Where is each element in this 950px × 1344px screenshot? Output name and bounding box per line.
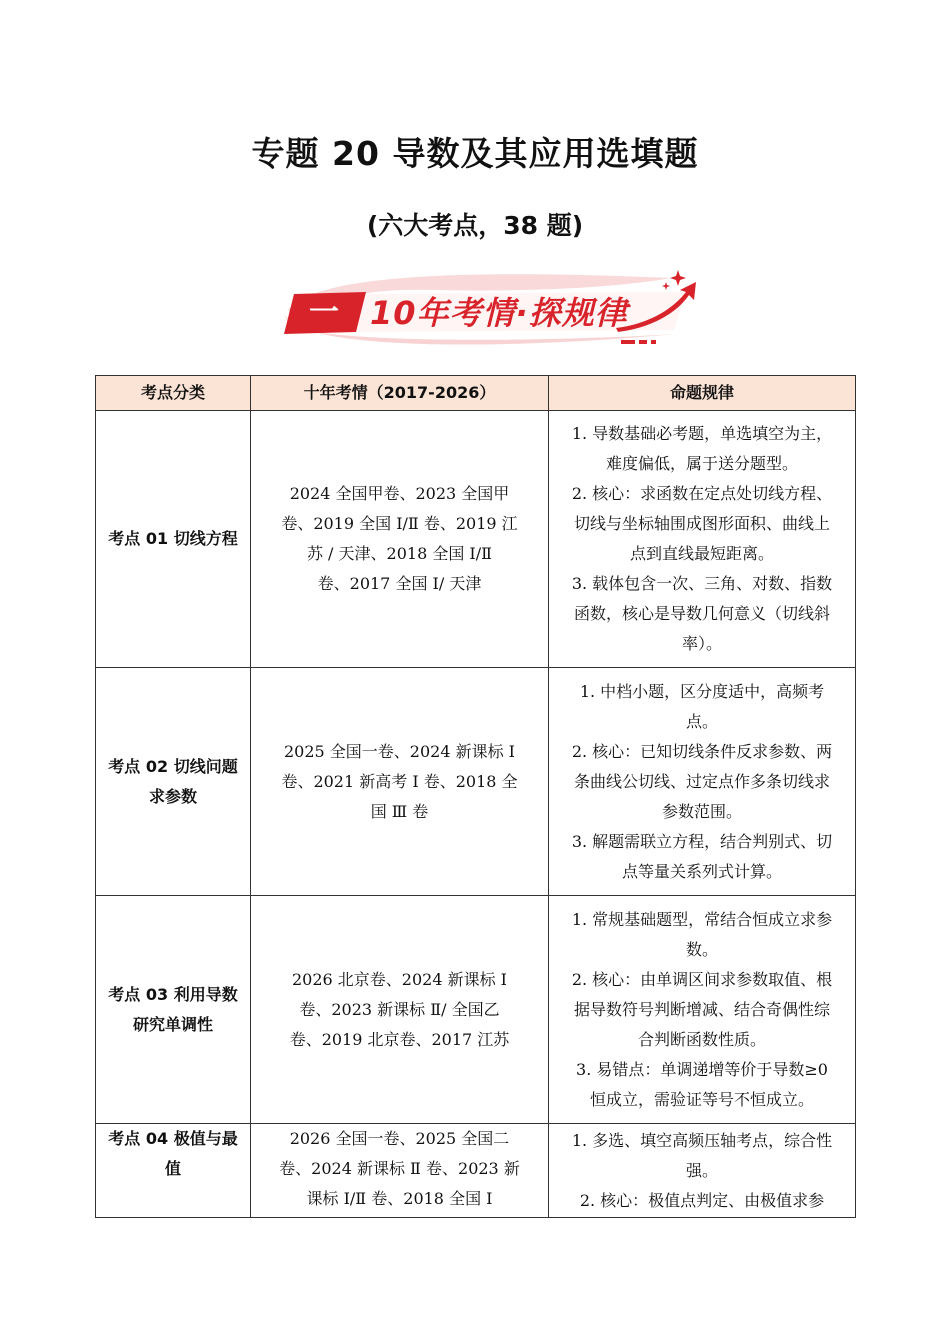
years-line: 卷、2017 全国 Ⅰ/ 天津 bbox=[317, 574, 482, 593]
rule-line: 1. 导数基础必考题，单选填空为主， bbox=[571, 424, 833, 443]
category-line: 考点 01 切线方程 bbox=[108, 529, 238, 548]
section-banner bbox=[276, 268, 701, 352]
topic-table bbox=[95, 375, 856, 1218]
years-line: 课标 Ⅰ/Ⅱ 卷、2018 全国 Ⅰ bbox=[306, 1189, 493, 1208]
category-line: 值 bbox=[164, 1159, 181, 1178]
years-line: 卷、2024 新课标 Ⅱ 卷、2023 新 bbox=[279, 1159, 520, 1178]
table-header-row bbox=[96, 376, 856, 411]
banner-title: 10年考情·探规律 bbox=[370, 294, 628, 332]
header-category: 考点分类 bbox=[96, 376, 251, 411]
rule-line: 切线与坐标轴围成图形面积、曲线上 bbox=[573, 514, 830, 533]
category-cell bbox=[96, 896, 251, 1124]
rule-line: 2. 核心：已知切线条件反求参数、两 bbox=[571, 741, 833, 761]
years-cell bbox=[251, 411, 549, 668]
category-cell bbox=[96, 1124, 251, 1218]
page-subtitle: (六大考点，38 题) bbox=[366, 211, 584, 240]
rules-cell bbox=[549, 1124, 856, 1218]
rule-line: 1. 多选、填空高频压轴考点，综合性 bbox=[571, 1131, 833, 1150]
years-line: 2025 全国一卷、2024 新课标 Ⅰ bbox=[283, 741, 516, 761]
rule-line: 条曲线公切线、过定点作多条切线求 bbox=[573, 771, 830, 791]
rule-line: 3. 易错点：单调递增等价于导数≥0 bbox=[576, 1059, 828, 1079]
rule-line: 恒成立，需验证等号不恒成立。 bbox=[589, 1089, 814, 1109]
rule-line: 1. 常规基础题型，常结合恒成立求参 bbox=[571, 909, 833, 929]
years-line: 2026 全国一卷、2025 全国二 bbox=[289, 1129, 510, 1148]
rules-cell bbox=[549, 896, 856, 1124]
category-cell bbox=[96, 668, 251, 896]
rules-cell bbox=[549, 668, 856, 896]
category-line: 研究单调性 bbox=[132, 1014, 213, 1034]
years-line: 卷、2019 全国 Ⅰ/Ⅱ 卷、2019 江 bbox=[281, 514, 518, 533]
years-cell bbox=[251, 896, 549, 1124]
table-row bbox=[96, 668, 856, 896]
header-years: 十年考情（2017-2026） bbox=[251, 376, 549, 411]
rule-line: 3. 解题需联立方程，结合判别式、切 bbox=[571, 831, 833, 851]
table-row bbox=[96, 411, 856, 668]
rule-line: 2. 核心：由单调区间求参数取值、根 bbox=[571, 969, 833, 989]
rule-line: 点等量关系列式计算。 bbox=[621, 861, 782, 881]
rule-line: 数。 bbox=[685, 939, 718, 959]
rule-line: 1. 中档小题，区分度适中，高频考 bbox=[579, 681, 825, 701]
rule-line: 2. 核心：求函数在定点处切线方程、 bbox=[571, 484, 833, 503]
banner-number: 一 bbox=[309, 295, 339, 330]
rule-line: 合判断函数性质。 bbox=[637, 1029, 766, 1049]
years-line: 国 Ⅲ 卷 bbox=[370, 801, 429, 821]
category-line: 考点 04 极值与最 bbox=[108, 1129, 238, 1148]
rule-line: 函数，核心是导数几何意义（切线斜 bbox=[573, 604, 830, 623]
rule-line: 难度偏低，属于送分题型。 bbox=[605, 454, 798, 473]
rule-line: 点到直线最短距离。 bbox=[629, 544, 774, 563]
years-line: 2024 全国甲卷、2023 全国甲 bbox=[289, 484, 510, 503]
years-line: 苏 / 天津、2018 全国 Ⅰ/Ⅱ bbox=[306, 544, 493, 563]
rule-line: 点。 bbox=[685, 711, 718, 731]
category-line: 考点 02 切线问题 bbox=[108, 756, 238, 776]
rules-cell bbox=[549, 411, 856, 668]
years-line: 卷、2021 新高考 Ⅰ 卷、2018 全 bbox=[281, 771, 518, 791]
page-title: 专题 20 导数及其应用选填题 bbox=[251, 134, 699, 173]
table-row bbox=[96, 896, 856, 1124]
rule-line: 参数范围。 bbox=[661, 801, 742, 821]
rule-line: 3. 载体包含一次、三角、对数、指数 bbox=[571, 574, 833, 593]
category-line: 求参数 bbox=[148, 786, 197, 806]
rule-line: 据导数符号判断增减、结合奇偶性综 bbox=[573, 999, 830, 1019]
rule-line: 强。 bbox=[685, 1161, 718, 1180]
rule-line: 2. 核心：极值点判定、由极值求参 bbox=[579, 1191, 825, 1210]
rule-line: 率）。 bbox=[681, 634, 722, 653]
header-rules: 命题规律 bbox=[549, 376, 856, 411]
years-cell bbox=[251, 668, 549, 896]
table-row bbox=[96, 1124, 856, 1218]
years-cell bbox=[251, 1124, 549, 1218]
years-line: 2026 北京卷、2024 新课标 Ⅰ bbox=[291, 969, 508, 989]
category-cell bbox=[96, 411, 251, 668]
years-line: 卷、2023 新课标 Ⅱ/ 全国乙 bbox=[299, 999, 500, 1019]
category-line: 考点 03 利用导数 bbox=[108, 984, 238, 1004]
years-line: 卷、2019 北京卷、2017 江苏 bbox=[289, 1029, 510, 1049]
